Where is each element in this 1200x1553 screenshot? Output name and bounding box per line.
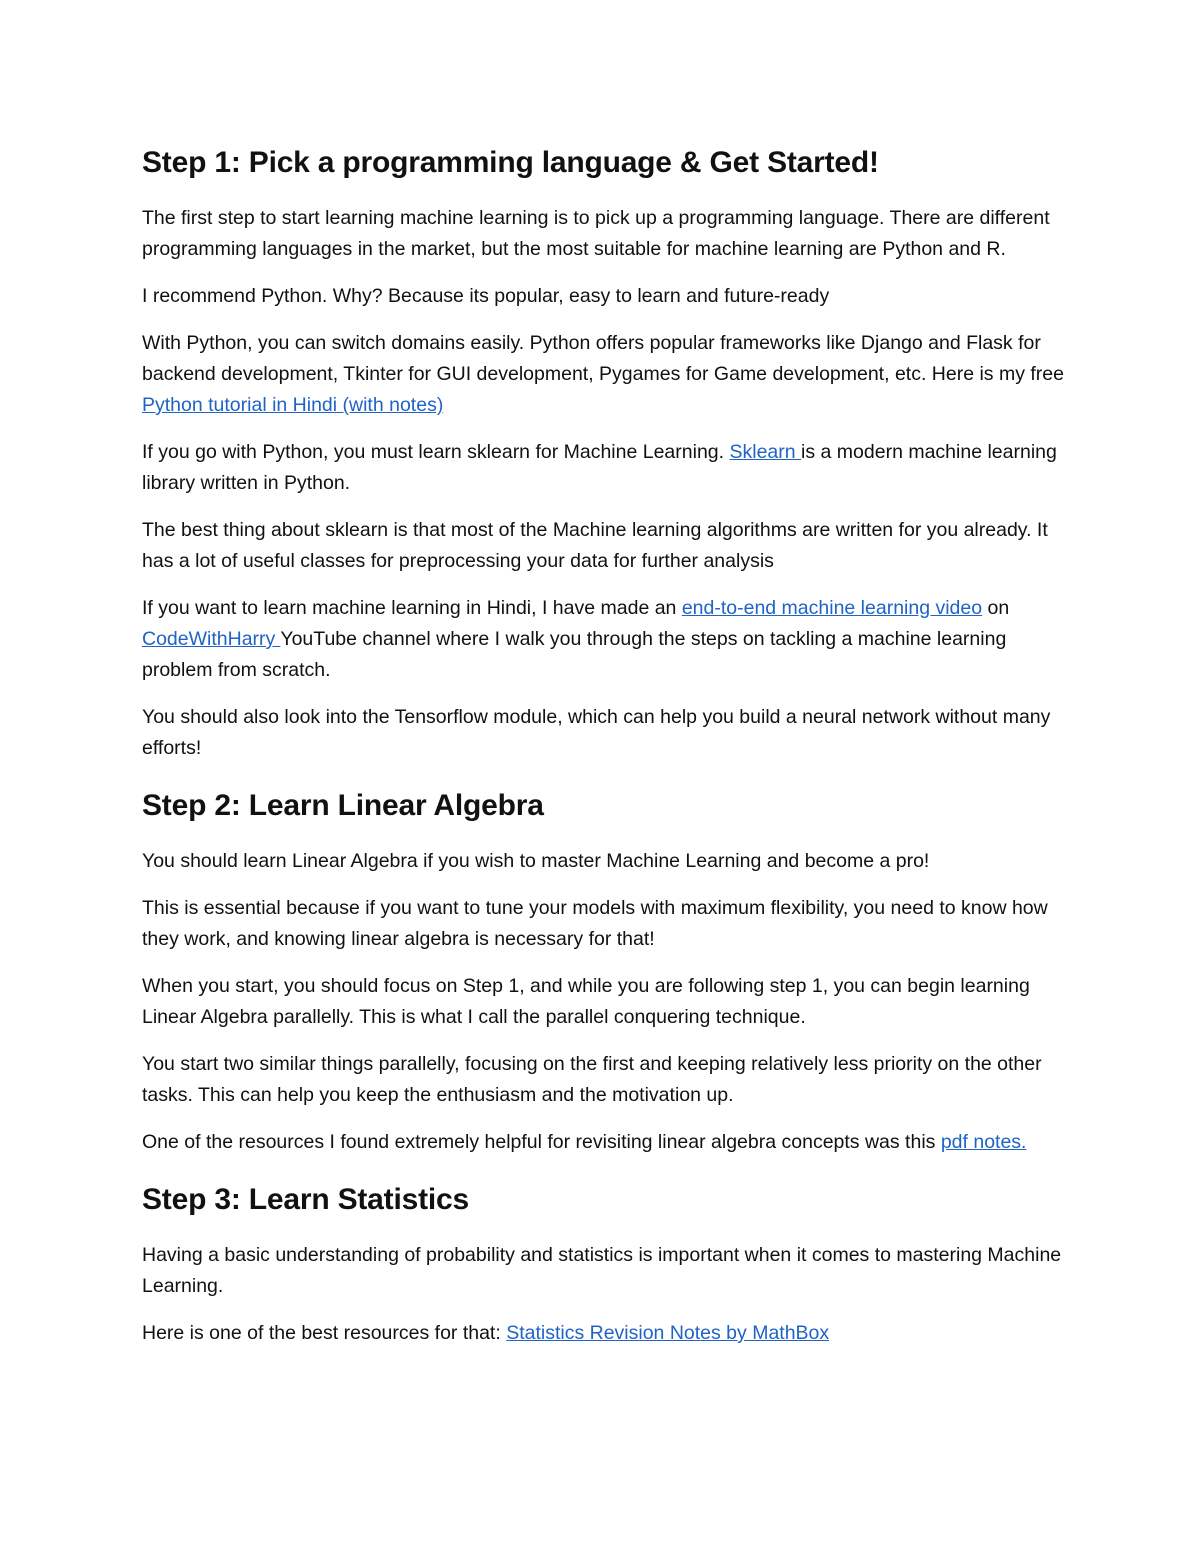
pdf-notes-link[interactable]: pdf notes.: [940, 1131, 1027, 1153]
step1-paragraph-4: [142, 437, 1070, 499]
step1-paragraph-3-text: With Python, you can switch domains easily. Python offers popular frameworks like Django and Flask for backend development, Tkinter for GUI development, Pygames for Game development, etc. Here is my free: [142, 332, 1064, 385]
step1-paragraph-5: The best thing about sklearn is that most of the Machine learning algorithms are written for you already. It has a lot of useful classes for preprocessing your data for further analysis: [142, 519, 1048, 572]
step2-paragraph-5: [142, 1127, 1070, 1158]
step2-paragraph-2: This is essential because if you want to tune your models with maximum flexibility, you need to know how they work, and knowing linear algebra is necessary for that!: [142, 897, 1048, 950]
sklearn-link[interactable]: Sklearn: [729, 441, 802, 463]
statistics-notes-link[interactable]: Statistics Revision Notes by MathBox: [506, 1322, 830, 1344]
step3-paragraph-2-text: Here is one of the best resources for that:: [142, 1322, 507, 1344]
step2-paragraph-1: You should learn Linear Algebra if you wish to master Machine Learning and become a pro!: [142, 850, 930, 872]
step1-paragraph-1: The first step to start learning machine learning is to pick up a programming language. There are different programming languages in the market, but the most suitable for machine learning are Python and R.: [142, 207, 1050, 260]
step1-paragraph-4-text-after: is a modern machine learning library written in Python.: [142, 441, 1057, 494]
step3-paragraph-2: [142, 1318, 1070, 1349]
step2-paragraph-4: You start two similar things parallelly, focusing on the first and keeping relatively less priority on the other tasks. This can help you keep the enthusiasm and the motivation up.: [142, 1053, 1042, 1106]
step1-paragraph-2: I recommend Python. Why? Because its popular, easy to learn and future-ready: [142, 285, 830, 307]
step2-heading: Step 2: Learn Linear Algebra: [142, 789, 544, 822]
step1-heading: Step 1: Pick a programming language & Get Started!: [142, 146, 879, 179]
step2-paragraph-5-text: One of the resources I found extremely helpful for revisiting linear algebra concepts was this: [142, 1131, 941, 1153]
step3-heading: Step 3: Learn Statistics: [142, 1183, 469, 1216]
step1-paragraph-4-text-before: If you go with Python, you must learn sklearn for Machine Learning.: [142, 441, 730, 463]
ml-video-link[interactable]: end-to-end machine learning video: [681, 597, 983, 619]
step1-paragraph-6: [142, 593, 1070, 686]
step1-paragraph-6-text-mid: on: [982, 597, 1010, 619]
step2-paragraph-3: When you start, you should focus on Step 1, and while you are following step 1, you can begin learning Linear Algebra parallelly. This is what I call the parallel conquering technique.: [142, 975, 1030, 1028]
step1-paragraph-7: You should also look into the Tensorflow module, which can help you build a neural network without many efforts!: [142, 706, 1051, 759]
python-tutorial-link[interactable]: Python tutorial in Hindi (with notes): [142, 394, 444, 416]
step3-paragraph-1: Having a basic understanding of probability and statistics is important when it comes to mastering Machine Learning.: [142, 1244, 1062, 1297]
step1-paragraph-3: [142, 328, 1070, 421]
step1-paragraph-6-text-after: YouTube channel where I walk you through the steps on tackling a machine learning problem from scratch.: [142, 628, 1007, 681]
step1-paragraph-6-text-before: If you want to learn machine learning in Hindi, I have made an: [142, 597, 682, 619]
codewithharry-link[interactable]: CodeWithHarry: [142, 628, 281, 650]
